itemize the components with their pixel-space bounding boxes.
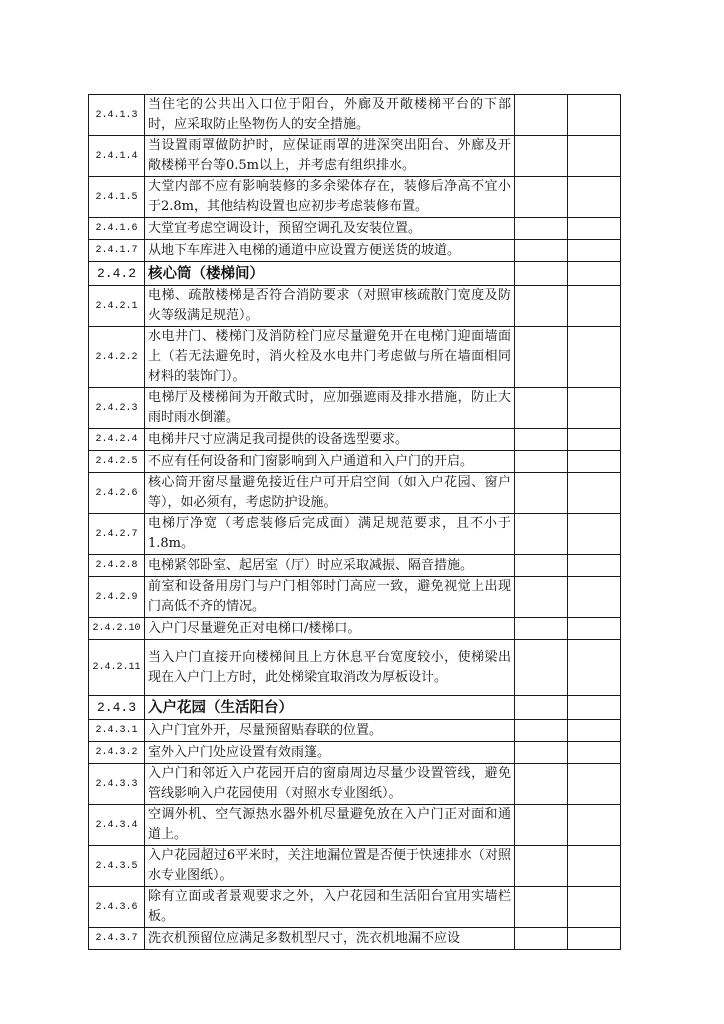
section-title: 核心筒（楼梯间） xyxy=(145,262,515,286)
remark-cell[interactable] xyxy=(568,473,621,514)
check-cell[interactable] xyxy=(515,764,568,805)
checklist-row xyxy=(89,764,621,805)
item-number: 2.4.3.3 xyxy=(89,764,145,805)
checklist-row xyxy=(89,473,621,514)
section-number: 2.4.3 xyxy=(89,696,145,720)
checklist-row xyxy=(89,846,621,887)
checklist-row xyxy=(89,887,621,928)
item-number: 2.4.1.6 xyxy=(89,218,145,240)
remark-cell[interactable] xyxy=(568,555,621,577)
item-number: 2.4.2.5 xyxy=(89,451,145,473)
remark-cell[interactable] xyxy=(568,262,621,286)
check-cell[interactable] xyxy=(515,696,568,720)
check-cell[interactable] xyxy=(515,720,568,742)
remark-cell[interactable] xyxy=(568,928,621,950)
checklist-row xyxy=(89,618,621,640)
check-cell[interactable] xyxy=(515,928,568,950)
item-requirement: 不应有任何设备和门窗影响到入户通道和入户门的开启。 xyxy=(145,451,515,473)
checklist-row xyxy=(89,805,621,846)
item-requirement: 入户门尽量避免正对电梯口/楼梯口。 xyxy=(145,618,515,640)
remark-cell[interactable] xyxy=(568,95,621,136)
remark-cell[interactable] xyxy=(568,720,621,742)
checklist-row xyxy=(89,451,621,473)
checklist-row xyxy=(89,177,621,218)
item-number: 2.4.2.10 xyxy=(89,618,145,640)
item-requirement: 入户门和邻近入户花园开启的窗扇周边尽量少设置管线，避免管线影响入户花园使用（对照水专业图纸）。 xyxy=(145,764,515,805)
section-title: 入户花园（生活阳台） xyxy=(145,696,515,720)
remark-cell[interactable] xyxy=(568,764,621,805)
item-requirement: 电梯井尺寸应满足我司提供的设备选型要求。 xyxy=(145,429,515,451)
check-cell[interactable] xyxy=(515,618,568,640)
check-cell[interactable] xyxy=(515,887,568,928)
remark-cell[interactable] xyxy=(568,742,621,764)
item-number: 2.4.2.7 xyxy=(89,514,145,555)
item-requirement: 电梯紧邻卧室、起居室（厅）时应采取减振、隔音措施。 xyxy=(145,555,515,577)
item-number: 2.4.1.7 xyxy=(89,240,145,262)
checklist-row xyxy=(89,429,621,451)
check-cell[interactable] xyxy=(515,742,568,764)
item-number: 2.4.2.8 xyxy=(89,555,145,577)
item-number: 2.4.2.9 xyxy=(89,577,145,618)
item-requirement: 当住宅的公共出入口位于阳台，外廊及开敞楼梯平台的下部时，应采取防止坠物伤人的安全措施。 xyxy=(145,95,515,136)
remark-cell[interactable] xyxy=(568,177,621,218)
item-requirement: 核心筒开窗尽量避免接近住户可开启空间（如入户花园、窗户等），如必须有，考虑防护设施。 xyxy=(145,473,515,514)
item-number: 2.4.2.11 xyxy=(89,640,145,696)
item-number: 2.4.3.2 xyxy=(89,742,145,764)
check-cell[interactable] xyxy=(515,240,568,262)
checklist-row xyxy=(89,136,621,177)
remark-cell[interactable] xyxy=(568,451,621,473)
remark-cell[interactable] xyxy=(568,240,621,262)
section-number: 2.4.2 xyxy=(89,262,145,286)
check-cell[interactable] xyxy=(515,577,568,618)
item-requirement: 大堂内部不应有影响装修的多余梁体存在，装修后净高不宜小于2.8m，其他结构设置也应初步考虑装修布置。 xyxy=(145,177,515,218)
check-cell[interactable] xyxy=(515,846,568,887)
item-number: 2.4.3.6 xyxy=(89,887,145,928)
remark-cell[interactable] xyxy=(568,846,621,887)
check-cell[interactable] xyxy=(515,136,568,177)
remark-cell[interactable] xyxy=(568,640,621,696)
checklist-row xyxy=(89,388,621,429)
checklist-row xyxy=(89,240,621,262)
checklist-row xyxy=(89,720,621,742)
remark-cell[interactable] xyxy=(568,218,621,240)
remark-cell[interactable] xyxy=(568,577,621,618)
check-cell[interactable] xyxy=(515,805,568,846)
remark-cell[interactable] xyxy=(568,887,621,928)
item-number: 2.4.1.3 xyxy=(89,95,145,136)
remark-cell[interactable] xyxy=(568,618,621,640)
item-requirement: 空调外机、空气源热水器外机尽量避免放在入户门正对面和通道上。 xyxy=(145,805,515,846)
item-requirement: 电梯厅及楼梯间为开敞式时，应加强遮雨及排水措施，防止大雨时雨水倒灌。 xyxy=(145,388,515,429)
check-cell[interactable] xyxy=(515,95,568,136)
remark-cell[interactable] xyxy=(568,514,621,555)
checklist-row xyxy=(89,742,621,764)
check-cell[interactable] xyxy=(515,218,568,240)
item-requirement: 入户花园超过6平米时，关注地漏位置是否便于快速排水（对照水专业图纸）。 xyxy=(145,846,515,887)
remark-cell[interactable] xyxy=(568,805,621,846)
remark-cell[interactable] xyxy=(568,286,621,327)
remark-cell[interactable] xyxy=(568,136,621,177)
check-cell[interactable] xyxy=(515,388,568,429)
item-requirement: 电梯、疏散楼梯是否符合消防要求（对照审核疏散门宽度及防火等级满足规范）。 xyxy=(145,286,515,327)
check-cell[interactable] xyxy=(515,429,568,451)
check-cell[interactable] xyxy=(515,451,568,473)
item-number: 2.4.2.4 xyxy=(89,429,145,451)
check-cell[interactable] xyxy=(515,177,568,218)
checklist-row xyxy=(89,327,621,388)
remark-cell[interactable] xyxy=(568,429,621,451)
checklist-row xyxy=(89,218,621,240)
item-requirement: 除有立面或者景观要求之外，入户花园和生活阳台宜用实墙栏板。 xyxy=(145,887,515,928)
checklist-row xyxy=(89,928,621,950)
review-checklist-table xyxy=(88,94,621,950)
item-requirement: 前室和设备用房门与户门相邻时门高应一致，避免视觉上出现门高低不齐的情况。 xyxy=(145,577,515,618)
check-cell[interactable] xyxy=(515,286,568,327)
checklist-row xyxy=(89,555,621,577)
item-number: 2.4.3.4 xyxy=(89,805,145,846)
item-requirement: 电梯厅净宽（考虑装修后完成面）满足规范要求，且不小于1.8m。 xyxy=(145,514,515,555)
check-cell[interactable] xyxy=(515,555,568,577)
item-number: 2.4.2.1 xyxy=(89,286,145,327)
item-number: 2.4.2.3 xyxy=(89,388,145,429)
item-number: 2.4.3.5 xyxy=(89,846,145,887)
check-cell[interactable] xyxy=(515,640,568,696)
checklist-row xyxy=(89,514,621,555)
checklist-body xyxy=(89,95,621,950)
remark-cell[interactable] xyxy=(568,388,621,429)
item-number: 2.4.3.7 xyxy=(89,928,145,950)
item-number: 2.4.2.2 xyxy=(89,327,145,388)
item-requirement: 从地下车库进入电梯的通道中应设置方便送货的坡道。 xyxy=(145,240,515,262)
check-cell[interactable] xyxy=(515,514,568,555)
item-requirement: 大堂宜考虑空调设计，预留空调孔及安装位置。 xyxy=(145,218,515,240)
check-cell[interactable] xyxy=(515,262,568,286)
item-number: 2.4.2.6 xyxy=(89,473,145,514)
remark-cell[interactable] xyxy=(568,327,621,388)
checklist-row xyxy=(89,640,621,696)
item-requirement: 水电井门、楼梯门及消防栓门应尽量避免开在电梯门迎面墙面上（若无法避免时，消火栓及水电井门考虑做与所在墙面相同材料的装饰门）。 xyxy=(145,327,515,388)
item-requirement: 室外入户门处应设置有效雨篷。 xyxy=(145,742,515,764)
checklist-row xyxy=(89,577,621,618)
item-number: 2.4.1.4 xyxy=(89,136,145,177)
check-cell[interactable] xyxy=(515,327,568,388)
item-requirement: 洗衣机预留位应满足多数机型尺寸，洗衣机地漏不应设 xyxy=(145,928,515,950)
remark-cell[interactable] xyxy=(568,696,621,720)
item-requirement: 入户门宜外开，尽量预留贴春联的位置。 xyxy=(145,720,515,742)
section-heading-row xyxy=(89,696,621,720)
checklist-row xyxy=(89,286,621,327)
checklist-row xyxy=(89,95,621,136)
item-number: 2.4.1.5 xyxy=(89,177,145,218)
item-number: 2.4.3.1 xyxy=(89,720,145,742)
item-requirement: 当入户门直接开向楼梯间且上方休息平台宽度较小，使梯梁出现在入户门上方时，此处梯梁宜取消改为厚板设计。 xyxy=(145,640,515,696)
section-heading-row xyxy=(89,262,621,286)
item-requirement: 当设置雨罩做防护时，应保证雨罩的进深突出阳台、外廊及开敞楼梯平台等0.5m以上，并考虑有组织排水。 xyxy=(145,136,515,177)
check-cell[interactable] xyxy=(515,473,568,514)
